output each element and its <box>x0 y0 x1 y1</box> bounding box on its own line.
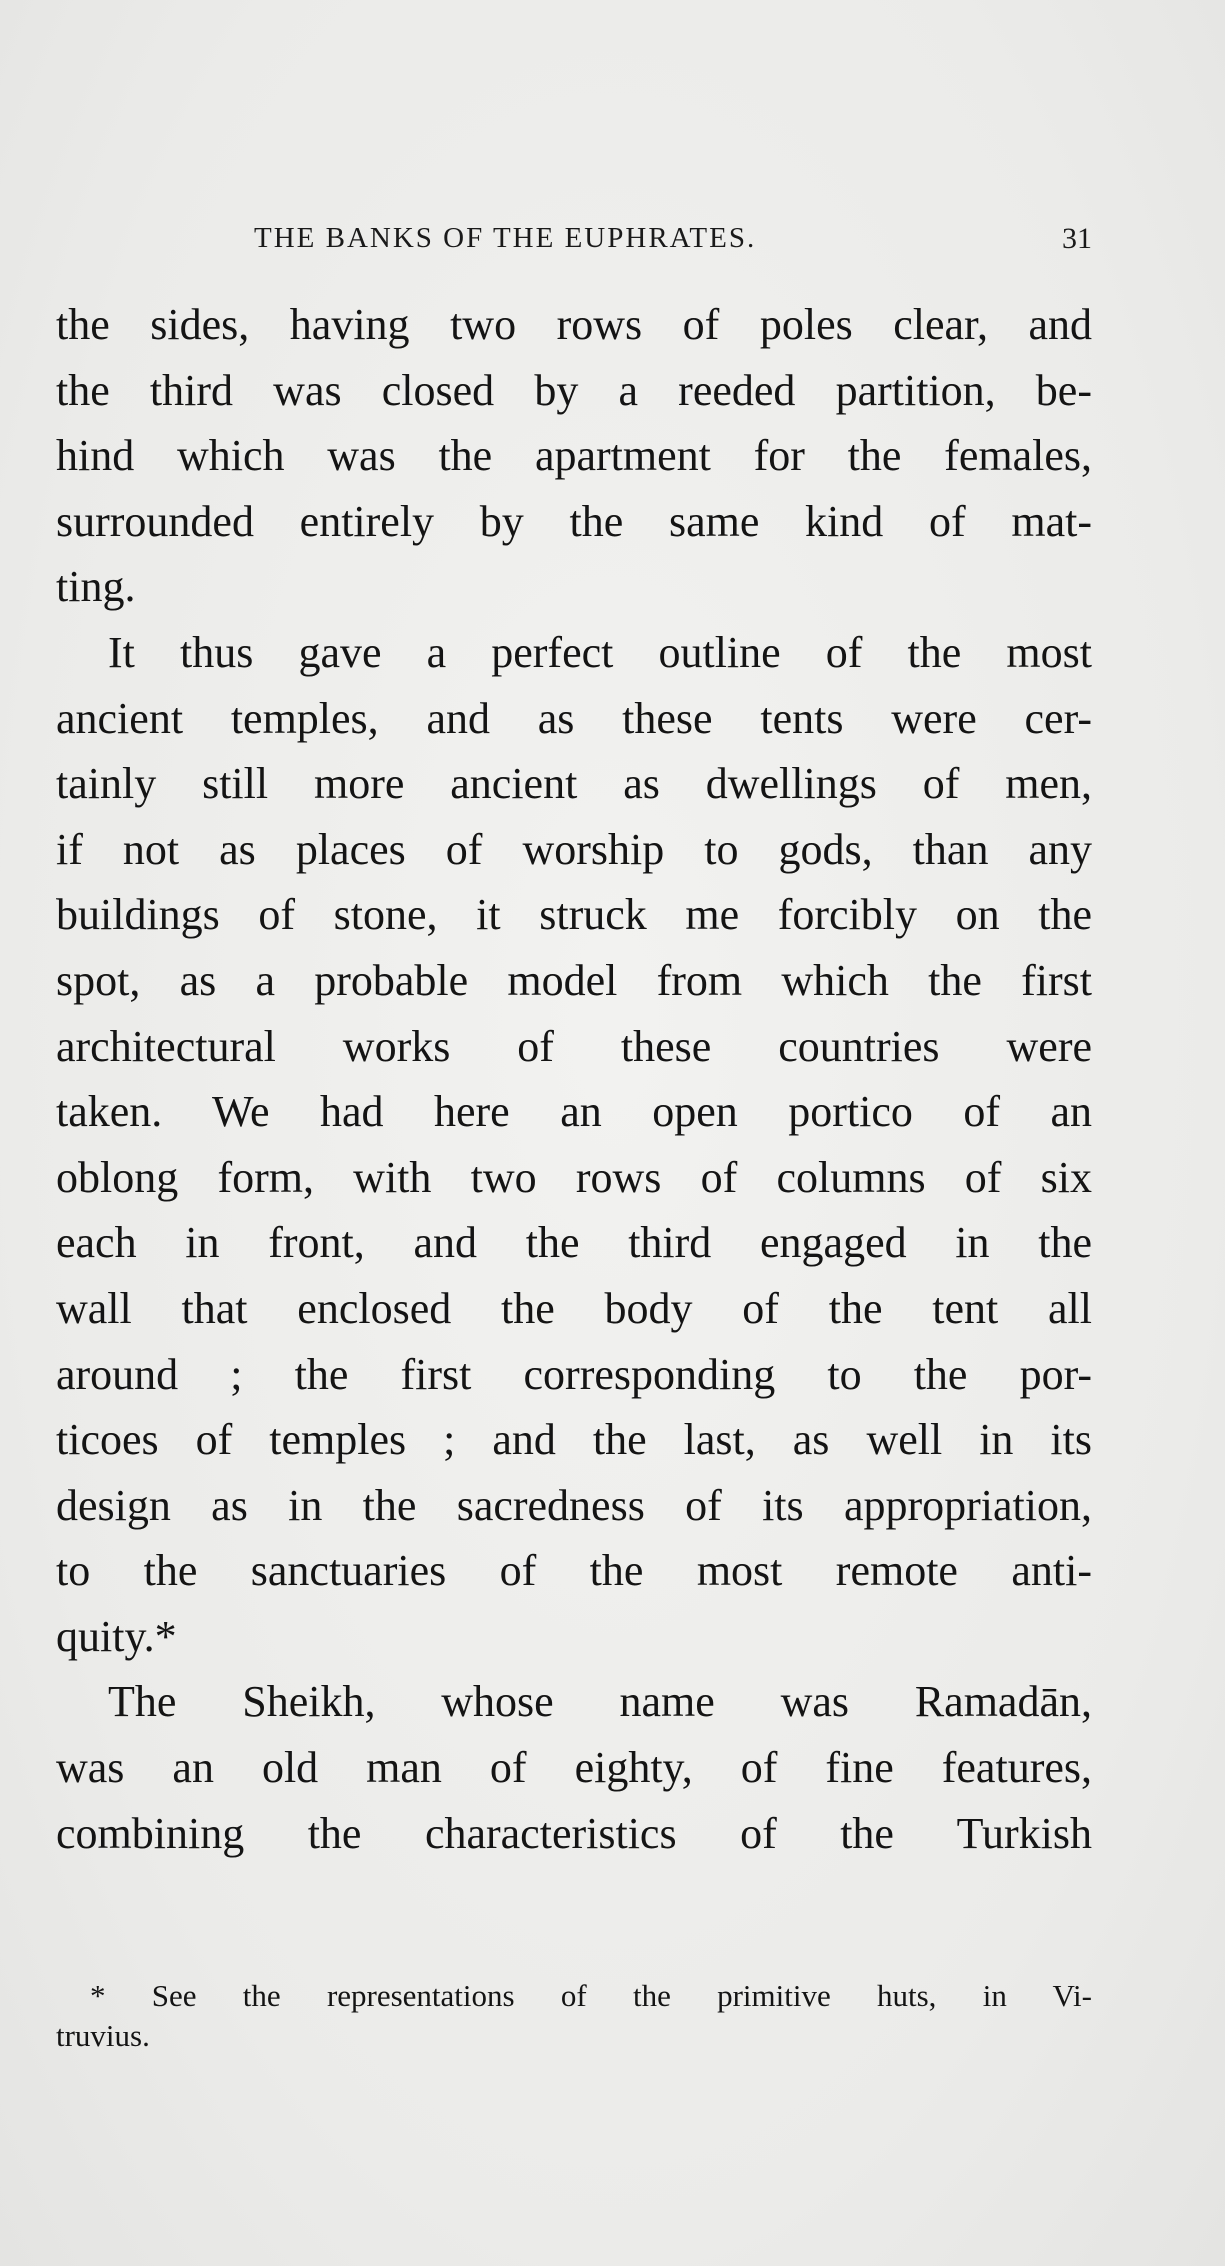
text-line: design as in the sacredness of its appropriation, <box>56 1480 1092 1530</box>
page-header <box>56 222 1092 266</box>
text-line: tainly still more ancient as dwellings of men, <box>56 759 1092 809</box>
text-line: taken. We had here an open portico of an <box>56 1087 1092 1137</box>
page-number: 31 <box>1062 222 1092 255</box>
text-line: hind which was the apartment for the females, <box>56 431 1092 481</box>
text-line: ting. <box>56 562 136 612</box>
text-line: spot, as a probable model from which the first <box>56 955 1092 1005</box>
text-line: the third was closed by a reeded partition, be- <box>56 365 1092 415</box>
running-head: THE BANKS OF THE EUPHRATES. <box>254 222 757 254</box>
text-line: was an old man of eighty, of fine features, <box>56 1743 1092 1793</box>
footnote-line: truvius. <box>56 2018 150 2053</box>
text-line: ticoes of temples ; and the last, as well in its <box>56 1415 1092 1465</box>
text-line: each in front, and the third engaged in the <box>56 1218 1092 1268</box>
text-line: It thus gave a perfect outline of the most <box>108 627 1092 677</box>
footnote <box>56 1976 1092 2056</box>
text-line: combining the characteristics of the Turkish <box>56 1808 1092 1858</box>
text-line: if not as places of worship to gods, than any <box>56 824 1092 874</box>
text-line: wall that enclosed the body of the tent all <box>56 1283 1092 1333</box>
text-line: architectural works of these countries were <box>56 1021 1092 1071</box>
text-line: the sides, having two rows of poles clear, and <box>56 300 1092 349</box>
text-line: ancient temples, and as these tents were cer- <box>56 693 1092 743</box>
text-line: surrounded entirely by the same kind of mat- <box>56 496 1092 546</box>
footnote-line: * See the representations of the primitive huts, in Vi- <box>90 1978 1092 2013</box>
text-line: to the sanctuaries of the most remote anti- <box>56 1546 1092 1596</box>
main-text <box>56 292 1092 1866</box>
text-line: around ; the first corresponding to the por- <box>56 1349 1092 1399</box>
text-line: oblong form, with two rows of columns of six <box>56 1152 1092 1202</box>
text-line: buildings of stone, it struck me forcibly on the <box>56 890 1092 940</box>
text-line: quity.* <box>56 1611 177 1661</box>
text-line: The Sheikh, whose name was Ramadān, <box>108 1677 1092 1727</box>
